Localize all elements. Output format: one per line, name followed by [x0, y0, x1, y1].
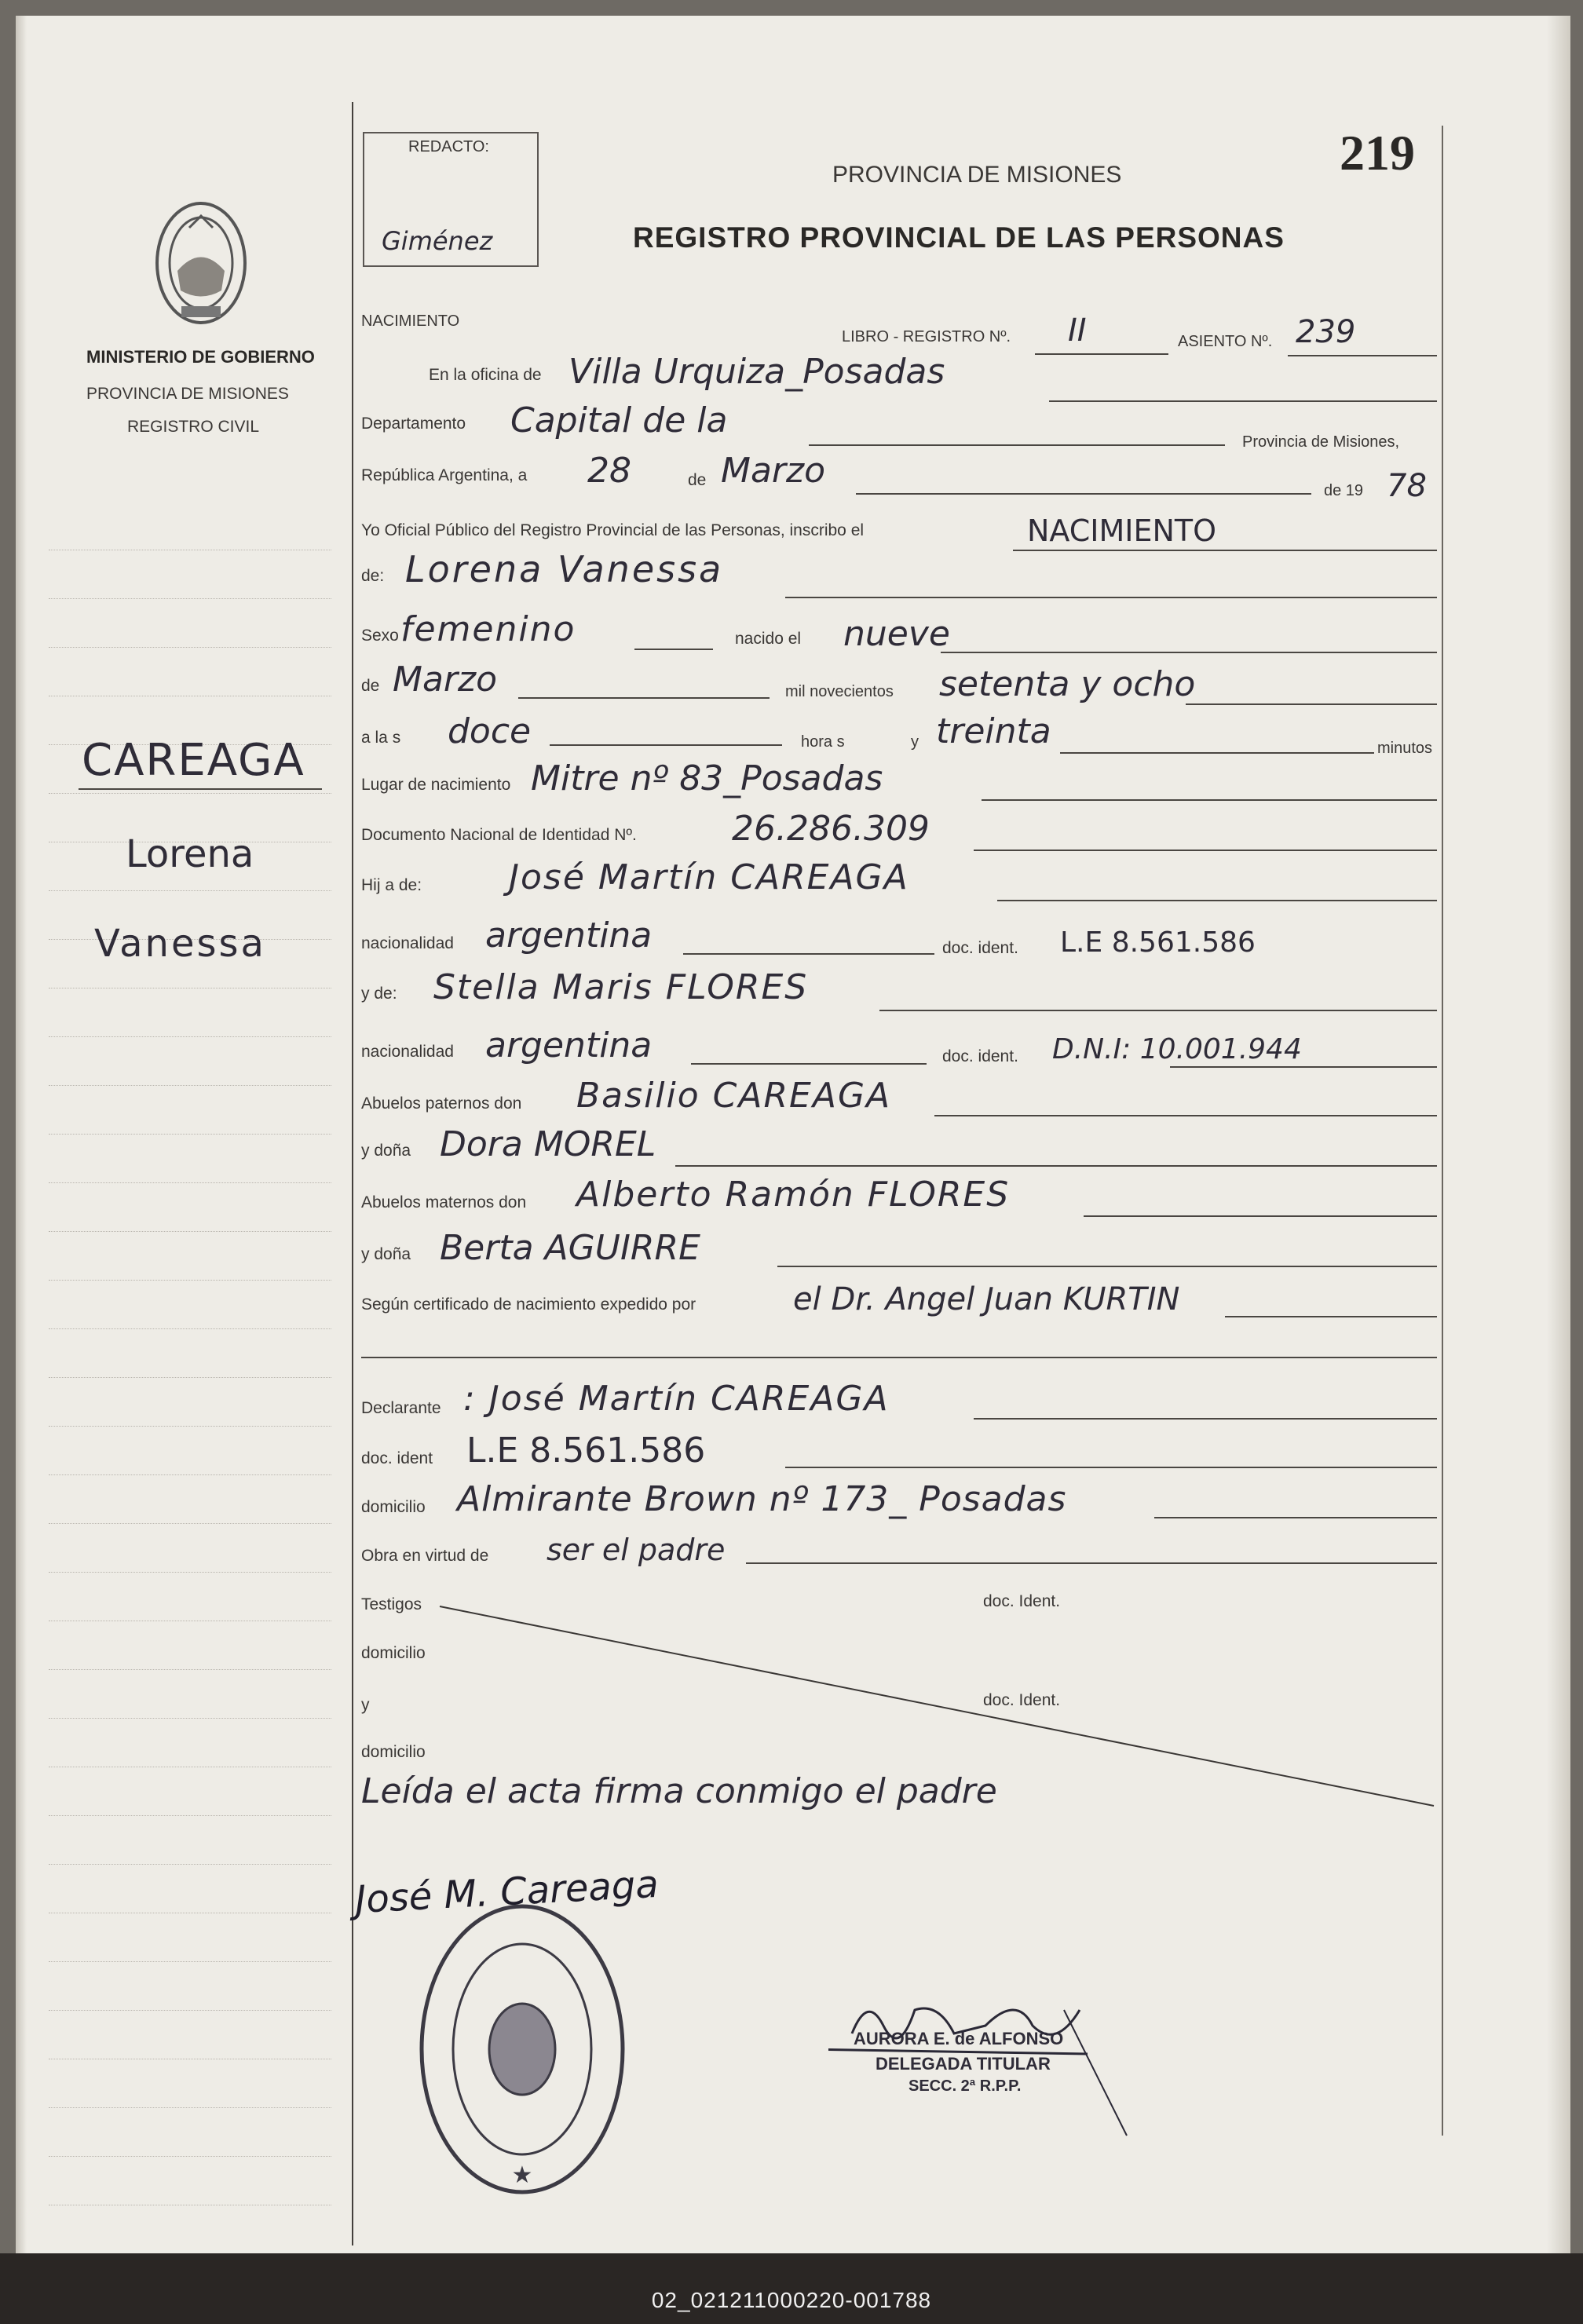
- libro-label: LIBRO - REGISTRO Nº.: [842, 328, 1011, 345]
- nombre-underline: [785, 597, 1437, 598]
- domicilio-label: domicilio: [361, 1498, 426, 1516]
- nacido-underline: [941, 652, 1437, 653]
- padre-underline: [997, 900, 1437, 901]
- de2-label: de:: [361, 567, 385, 585]
- docdecl-value: L.E 8.561.586: [466, 1431, 706, 1471]
- asiento-label: ASIENTO Nº.: [1178, 333, 1273, 350]
- margin-dotted-line: [49, 1085, 331, 1086]
- declarant-signature: José M. Careaga: [353, 1862, 660, 1923]
- margin-name-1: Lorena: [126, 832, 254, 876]
- nac1-value: argentina: [485, 915, 653, 956]
- margin-dotted-line: [49, 1280, 331, 1281]
- oficina-value: Villa Urquiza_Posadas: [568, 352, 945, 392]
- lugar-label: Lugar de nacimiento: [361, 776, 511, 794]
- cert-label: Según certificado de nacimiento expedido por: [361, 1295, 696, 1314]
- right-rule: [1442, 126, 1443, 2136]
- dni-value: 26.286.309: [732, 809, 930, 849]
- margin-dotted-line: [49, 1718, 331, 1719]
- lugar-value: Mitre nº 83_Posadas: [531, 758, 883, 798]
- anio-value: 78: [1387, 468, 1427, 504]
- oficina-underline: [1049, 400, 1437, 402]
- redacto-label: REDACTO:: [408, 138, 489, 155]
- abm-value: Alberto Ramón FLORES: [576, 1175, 1011, 1215]
- margin-dotted-line: [49, 1961, 331, 1962]
- docid2-label: doc. ident.: [942, 1047, 1018, 1065]
- margin-dotted-line: [49, 1815, 331, 1816]
- libro-value: II: [1068, 312, 1087, 349]
- registry-label: REGISTRO CIVIL: [127, 418, 260, 436]
- mil-value: setenta y ocho: [939, 664, 1196, 704]
- official-seal: [416, 1900, 628, 2198]
- redacto-value: Giménez: [382, 226, 493, 256]
- declarante-value: : José Martín CAREAGA: [463, 1379, 890, 1419]
- sexo-underline: [634, 649, 713, 650]
- minutos-value: treinta: [936, 711, 1051, 751]
- de-label: de: [688, 471, 707, 489]
- abp-underline: [934, 1115, 1437, 1116]
- margin-dotted-line: [49, 1377, 331, 1378]
- madre-underline: [879, 1010, 1437, 1011]
- horas-label: hora s: [801, 733, 845, 751]
- alas-label: a la s: [361, 729, 401, 747]
- page-edge: [1547, 16, 1570, 2253]
- minutos-underline: [1060, 752, 1374, 754]
- nombre-value: Lorena Vanessa: [405, 548, 724, 590]
- margin-dotted-line: [49, 890, 331, 891]
- dni-underline: [974, 850, 1437, 851]
- obra-underline: [746, 1562, 1437, 1564]
- doc2-underline: [1170, 1066, 1437, 1068]
- yde-label: y de:: [361, 985, 397, 1003]
- section-divider: [361, 1357, 1437, 1358]
- nac1-label: nacionalidad: [361, 934, 454, 952]
- inscribo-underline: [1013, 550, 1437, 551]
- mil-label: mil novecientos: [785, 683, 894, 700]
- minutos-label: minutos: [1377, 740, 1433, 757]
- dia-value: 28: [587, 451, 631, 491]
- oficina-label: En la oficina de: [429, 366, 542, 384]
- margin-surname: CAREAGA: [82, 735, 305, 786]
- docdecl-underline: [785, 1467, 1437, 1468]
- coat-of-arms-icon: [146, 196, 256, 330]
- hija-label: Hij a de:: [361, 876, 422, 894]
- provincia-label: Provincia de Misiones,: [1242, 433, 1400, 451]
- margin-dotted-line: [49, 1328, 331, 1329]
- svg-text:★: ★: [511, 2162, 533, 2188]
- declarante-underline: [974, 1418, 1437, 1420]
- nac2-value: argentina: [485, 1025, 653, 1065]
- anio-label: de 19: [1324, 482, 1364, 499]
- obra-value: ser el padre: [547, 1533, 726, 1567]
- nacido-label: nacido el: [735, 630, 802, 648]
- libro-underline: [1035, 353, 1168, 355]
- stamp-line3: SECC. 2ª R.P.P.: [908, 2077, 1022, 2095]
- margin-dotted-line: [49, 1669, 331, 1670]
- dona2-label: y doña: [361, 1245, 411, 1263]
- inscribo-label: Yo Oficial Público del Registro Provincial de las Personas, inscribo el: [361, 521, 865, 539]
- margin-dotted-line: [49, 2010, 331, 2011]
- mes2-value: Marzo: [393, 660, 498, 700]
- abp-label: Abuelos paternos don: [361, 1094, 522, 1113]
- section-label: NACIMIENTO: [361, 312, 460, 330]
- margin-dotted-line: [49, 1036, 331, 1037]
- alas-value: doce: [448, 711, 532, 751]
- y-label: y: [911, 733, 919, 751]
- margin-dotted-line: [49, 1134, 331, 1135]
- province-label: PROVINCIA DE MISIONES: [86, 385, 289, 403]
- abm-underline: [1084, 1215, 1437, 1217]
- nac1-underline: [683, 953, 934, 955]
- declarante-label: Declarante: [361, 1399, 441, 1417]
- margin-dotted-line: [49, 647, 331, 648]
- nacido-value: nueve: [843, 614, 950, 654]
- cert-value: el Dr. Angel Juan KURTIN: [793, 1281, 1180, 1317]
- nac2-underline: [691, 1063, 927, 1065]
- margin-dotted-line: [49, 1231, 331, 1232]
- margin-dotted-line: [49, 793, 331, 794]
- dona1-label: y doña: [361, 1142, 411, 1160]
- binding-edge: [16, 16, 27, 2253]
- margin-dotted-line: [49, 2107, 331, 2108]
- docid1-label: doc. ident.: [942, 939, 1018, 957]
- header-province: PROVINCIA DE MISIONES: [832, 162, 1122, 188]
- inscribo-value: NACIMIENTO: [1027, 513, 1217, 548]
- abm2-value: Berta AGUIRRE: [440, 1228, 700, 1268]
- abp2-value: Dora MOREL: [440, 1124, 656, 1164]
- margin-dotted-line: [49, 598, 331, 599]
- abm-label: Abuelos maternos don: [361, 1193, 527, 1211]
- margin-dotted-line: [49, 2156, 331, 2157]
- abp2-underline: [675, 1165, 1437, 1167]
- stamp-line2: DELEGADA TITULAR: [876, 2054, 1051, 2074]
- redacto-box: [363, 132, 539, 267]
- testigos-label: Testigos: [361, 1595, 422, 1613]
- mil-underline: [1186, 703, 1437, 705]
- abm2-underline: [777, 1266, 1437, 1267]
- asiento-underline: [1288, 355, 1437, 356]
- sexo-label: Sexo: [361, 627, 399, 645]
- madre-value: Stella Maris FLORES: [433, 967, 809, 1007]
- doc2-value: D.N.I: 10.001.944: [1052, 1033, 1302, 1065]
- obra-label: Obra en virtud de: [361, 1547, 489, 1565]
- republica-label: República Argentina, a: [361, 466, 528, 484]
- margin-dotted-line: [49, 1474, 331, 1475]
- header-title: REGISTRO PROVINCIAL DE LAS PERSONAS: [633, 221, 1285, 254]
- ministry-label: MINISTERIO DE GOBIERNO: [86, 347, 315, 367]
- official-signature-icon: [828, 1979, 1158, 2151]
- stamp-line1: AURORA E. de ALFONSO: [854, 2029, 1064, 2048]
- docident1-label: doc. Ident.: [983, 1592, 1061, 1610]
- page-number: 219: [1340, 125, 1415, 181]
- abp-value: Basilio CAREAGA: [576, 1076, 892, 1116]
- docdecl-label: doc. ident: [361, 1449, 433, 1467]
- domicilio-value: Almirante Brown nº 173_ Posadas: [457, 1479, 1067, 1519]
- de3-label: de: [361, 677, 380, 695]
- domicilio-underline: [1154, 1517, 1437, 1518]
- mes-value: Marzo: [721, 451, 826, 491]
- dni-label: Documento Nacional de Identidad Nº.: [361, 826, 637, 844]
- margin-dotted-line: [49, 1864, 331, 1865]
- departamento-label: Departamento: [361, 415, 466, 433]
- departamento-value: Capital de la: [510, 400, 728, 440]
- lugar-underline: [982, 799, 1437, 801]
- departamento-underline: [809, 444, 1225, 446]
- y2-label: y: [361, 1696, 370, 1714]
- surname-underline: [79, 788, 322, 790]
- sexo-value: femenino: [400, 609, 576, 649]
- margin-dotted-line: [49, 1426, 331, 1427]
- footer-id: 02_021211000220-001788: [651, 2288, 932, 2312]
- alas-underline: [550, 744, 782, 746]
- cert-underline: [1225, 1316, 1437, 1317]
- closing-value: Leída el acta firma conmigo el padre: [361, 1771, 997, 1811]
- doc1-value: L.E 8.561.586: [1060, 926, 1256, 959]
- nac2-label: nacionalidad: [361, 1043, 454, 1061]
- margin-rule: [352, 102, 353, 2245]
- asiento-value: 239: [1296, 314, 1356, 350]
- domicilio3-label: domicilio: [361, 1743, 426, 1761]
- margin-dotted-line: [49, 1182, 331, 1183]
- docident2-label: doc. Ident.: [983, 1691, 1061, 1709]
- margin-dotted-line: [49, 1572, 331, 1573]
- margin-dotted-line: [49, 1523, 331, 1524]
- fecha-underline: [856, 493, 1311, 495]
- padre-value: José Martín CAREAGA: [509, 857, 909, 897]
- margin-name-2: Vanessa: [94, 922, 266, 966]
- domicilio2-label: domicilio: [361, 1644, 426, 1662]
- mes2-underline: [518, 697, 770, 699]
